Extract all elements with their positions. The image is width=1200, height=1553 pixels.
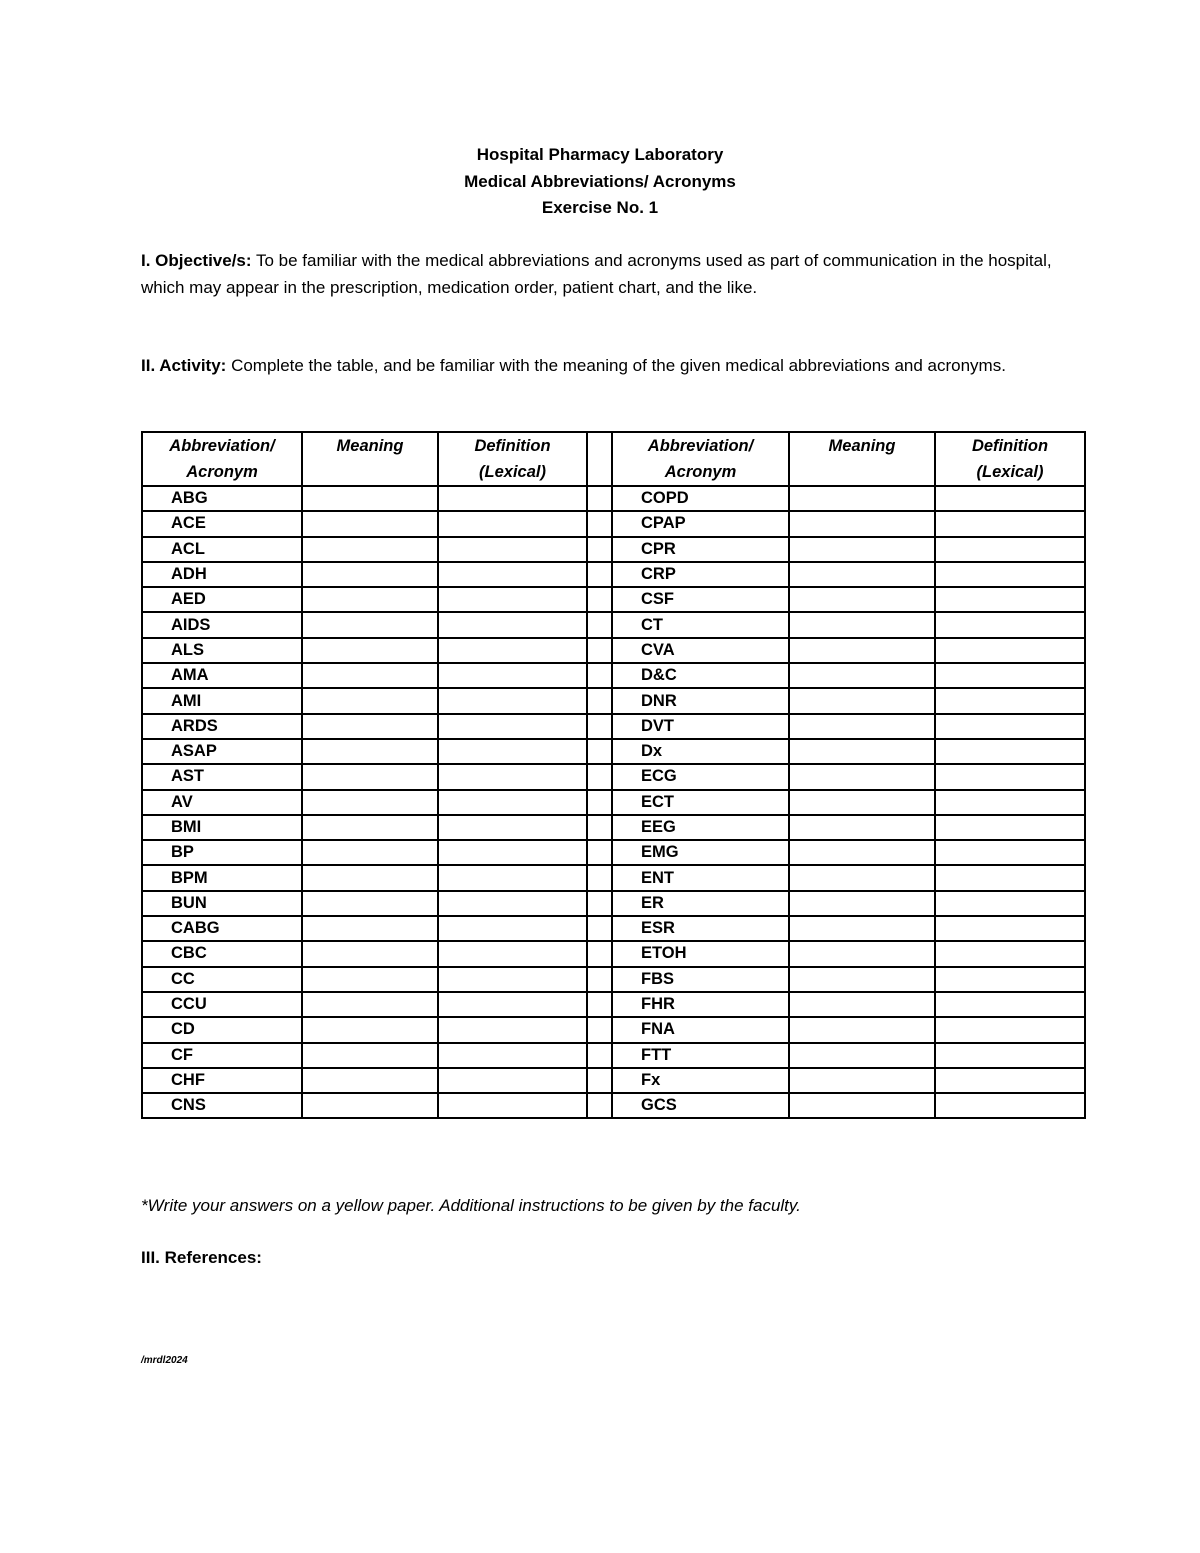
definition-cell-left[interactable] <box>438 739 587 764</box>
abbreviations-table <box>141 431 1086 1119</box>
activity-text: Complete the table, and be familiar with the meaning of the given medical abbreviations and acronyms. <box>226 356 1006 375</box>
table-spacer-cell <box>587 612 612 637</box>
abbreviation-cell-right: ER <box>612 891 789 916</box>
header-meaning-left: Meaning <box>302 432 438 486</box>
table-row <box>142 638 1085 663</box>
table-row <box>142 916 1085 941</box>
table-spacer-cell <box>587 865 612 890</box>
table-row <box>142 815 1085 840</box>
abbreviation-cell-left: CCU <box>142 992 302 1017</box>
abbreviation-cell-left: CHF <box>142 1068 302 1093</box>
abbreviation-cell-left: CNS <box>142 1093 302 1118</box>
abbreviation-cell-left: CBC <box>142 941 302 966</box>
table-spacer-cell <box>587 992 612 1017</box>
definition-cell-right[interactable] <box>935 1093 1085 1118</box>
abbreviation-cell-right: D&C <box>612 663 789 688</box>
abbreviation-cell-left: BPM <box>142 865 302 890</box>
meaning-cell-left[interactable] <box>302 790 438 815</box>
document-heading <box>0 142 1200 222</box>
definition-cell-left[interactable] <box>438 587 587 612</box>
meaning-cell-right[interactable] <box>789 537 935 562</box>
abbreviation-cell-left: ABG <box>142 486 302 511</box>
heading-title: Hospital Pharmacy Laboratory <box>476 145 724 164</box>
meaning-cell-left[interactable] <box>302 764 438 789</box>
header-meaning-right: Meaning <box>789 432 935 486</box>
references-heading: III. References: <box>141 1248 262 1267</box>
table-spacer-cell <box>587 916 612 941</box>
meaning-cell-left[interactable] <box>302 511 438 536</box>
abbreviation-cell-right: COPD <box>612 486 789 511</box>
meaning-cell-right[interactable] <box>789 992 935 1017</box>
definition-cell-right[interactable] <box>935 1068 1085 1093</box>
meaning-cell-right[interactable] <box>789 1068 935 1093</box>
definition-cell-right[interactable] <box>935 1017 1085 1042</box>
table-header-row <box>142 432 1085 486</box>
abbreviation-cell-right: FTT <box>612 1043 789 1068</box>
header-abbreviation-right: Abbreviation/ Acronym <box>612 432 789 486</box>
meaning-cell-right[interactable] <box>789 688 935 713</box>
abbreviation-cell-left: CF <box>142 1043 302 1068</box>
definition-cell-right[interactable] <box>935 967 1085 992</box>
definition-cell-left[interactable] <box>438 891 587 916</box>
abbreviation-cell-right: FBS <box>612 967 789 992</box>
abbreviation-cell-left: ARDS <box>142 714 302 739</box>
abbreviation-cell-left: AIDS <box>142 612 302 637</box>
meaning-cell-right[interactable] <box>789 815 935 840</box>
meaning-cell-right[interactable] <box>789 511 935 536</box>
abbreviation-cell-left: AMI <box>142 688 302 713</box>
abbreviation-cell-left: ACE <box>142 511 302 536</box>
abbreviation-cell-right: FNA <box>612 1017 789 1042</box>
definition-cell-right[interactable] <box>935 612 1085 637</box>
header-abbreviation-left: Abbreviation/ Acronym <box>142 432 302 486</box>
header-definition-right: Definition (Lexical) <box>935 432 1085 486</box>
definition-cell-left[interactable] <box>438 865 587 890</box>
meaning-cell-left[interactable] <box>302 865 438 890</box>
definition-cell-right[interactable] <box>935 587 1085 612</box>
definition-cell-left[interactable] <box>438 916 587 941</box>
definition-cell-right[interactable] <box>935 688 1085 713</box>
table-row <box>142 714 1085 739</box>
meaning-cell-right[interactable] <box>789 1017 935 1042</box>
abbreviation-cell-right: CPR <box>612 537 789 562</box>
meaning-cell-left[interactable] <box>302 537 438 562</box>
table-row <box>142 1043 1085 1068</box>
abbreviation-cell-left: ADH <box>142 562 302 587</box>
definition-cell-left[interactable] <box>438 511 587 536</box>
definition-cell-right[interactable] <box>935 663 1085 688</box>
definition-cell-left[interactable] <box>438 992 587 1017</box>
definition-cell-right[interactable] <box>935 815 1085 840</box>
definition-cell-right[interactable] <box>935 537 1085 562</box>
meaning-cell-right[interactable] <box>789 891 935 916</box>
abbreviation-cell-right: CT <box>612 612 789 637</box>
definition-cell-left[interactable] <box>438 840 587 865</box>
table-row <box>142 764 1085 789</box>
meaning-cell-left[interactable] <box>302 967 438 992</box>
abbreviation-cell-left: CC <box>142 967 302 992</box>
abbreviation-cell-left: AST <box>142 764 302 789</box>
table-row <box>142 941 1085 966</box>
table-spacer-cell <box>587 790 612 815</box>
table-spacer-cell <box>587 840 612 865</box>
meaning-cell-left[interactable] <box>302 486 438 511</box>
meaning-cell-right[interactable] <box>789 612 935 637</box>
meaning-cell-right[interactable] <box>789 840 935 865</box>
abbreviation-cell-left: ACL <box>142 537 302 562</box>
definition-cell-right[interactable] <box>935 1043 1085 1068</box>
meaning-cell-left[interactable] <box>302 562 438 587</box>
abbreviation-cell-left: AV <box>142 790 302 815</box>
table-spacer-cell <box>587 587 612 612</box>
abbreviation-cell-right: ECT <box>612 790 789 815</box>
meaning-cell-right[interactable] <box>789 865 935 890</box>
definition-cell-right[interactable] <box>935 840 1085 865</box>
abbreviation-cell-right: DNR <box>612 688 789 713</box>
definition-cell-left[interactable] <box>438 967 587 992</box>
abbreviation-cell-left: AMA <box>142 663 302 688</box>
meaning-cell-right[interactable] <box>789 1043 935 1068</box>
abbreviation-cell-left: BP <box>142 840 302 865</box>
definition-cell-right[interactable] <box>935 992 1085 1017</box>
table-row <box>142 790 1085 815</box>
table-spacer-cell <box>587 638 612 663</box>
definition-cell-left[interactable] <box>438 1068 587 1093</box>
objective-label: I. Objective/s: <box>141 251 252 270</box>
table-body <box>142 486 1085 1118</box>
abbreviation-cell-right: CVA <box>612 638 789 663</box>
meaning-cell-left[interactable] <box>302 1043 438 1068</box>
table-spacer-cell <box>587 714 612 739</box>
meaning-cell-left[interactable] <box>302 941 438 966</box>
definition-cell-left[interactable] <box>438 815 587 840</box>
table-spacer-cell <box>587 1017 612 1042</box>
table-row <box>142 1068 1085 1093</box>
definition-cell-left[interactable] <box>438 790 587 815</box>
definition-cell-left[interactable] <box>438 941 587 966</box>
header-definition-left: Definition (Lexical) <box>438 432 587 486</box>
abbreviation-cell-right: ECG <box>612 764 789 789</box>
definition-cell-right[interactable] <box>935 891 1085 916</box>
table-spacer-cell <box>587 486 612 511</box>
table-row <box>142 537 1085 562</box>
meaning-cell-left[interactable] <box>302 1017 438 1042</box>
meaning-cell-left[interactable] <box>302 891 438 916</box>
meaning-cell-left[interactable] <box>302 714 438 739</box>
table-spacer-cell <box>587 511 612 536</box>
table-row <box>142 739 1085 764</box>
heading-exercise-number: Exercise No. 1 <box>541 198 659 217</box>
table-row <box>142 612 1085 637</box>
definition-cell-right[interactable] <box>935 562 1085 587</box>
table-row <box>142 1017 1085 1042</box>
abbreviation-cell-right: ETOH <box>612 941 789 966</box>
abbreviation-cell-left: BUN <box>142 891 302 916</box>
table-row <box>142 891 1085 916</box>
table-row <box>142 663 1085 688</box>
abbreviation-cell-left: ASAP <box>142 739 302 764</box>
objective-section <box>141 247 1071 301</box>
meaning-cell-right[interactable] <box>789 562 935 587</box>
definition-cell-right[interactable] <box>935 764 1085 789</box>
meaning-cell-left[interactable] <box>302 1093 438 1118</box>
definition-cell-left[interactable] <box>438 714 587 739</box>
abbreviation-cell-right: GCS <box>612 1093 789 1118</box>
instruction-note: *Write your answers on a yellow paper. Additional instructions to be given by the faculty. <box>141 1196 801 1215</box>
abbreviation-cell-right: Dx <box>612 739 789 764</box>
table-row <box>142 967 1085 992</box>
table-spacer-cell <box>587 688 612 713</box>
meaning-cell-left[interactable] <box>302 663 438 688</box>
definition-cell-left[interactable] <box>438 612 587 637</box>
table-row <box>142 562 1085 587</box>
footer-mark: /mrdl2024 <box>141 1355 188 1366</box>
table-row <box>142 511 1085 536</box>
abbreviation-cell-left: CD <box>142 1017 302 1042</box>
table-spacer-cell <box>587 967 612 992</box>
activity-section <box>141 352 1071 379</box>
meaning-cell-right[interactable] <box>789 790 935 815</box>
meaning-cell-right[interactable] <box>789 764 935 789</box>
definition-cell-left[interactable] <box>438 764 587 789</box>
meaning-cell-left[interactable] <box>302 638 438 663</box>
table-spacer-cell <box>587 1043 612 1068</box>
meaning-cell-right[interactable] <box>789 714 935 739</box>
meaning-cell-right[interactable] <box>789 739 935 764</box>
meaning-cell-right[interactable] <box>789 967 935 992</box>
table-spacer-cell <box>587 537 612 562</box>
definition-cell-left[interactable] <box>438 1093 587 1118</box>
definition-cell-left[interactable] <box>438 1043 587 1068</box>
table-row <box>142 840 1085 865</box>
meaning-cell-right[interactable] <box>789 663 935 688</box>
abbreviation-cell-left: BMI <box>142 815 302 840</box>
abbreviation-cell-right: EEG <box>612 815 789 840</box>
definition-cell-left[interactable] <box>438 663 587 688</box>
meaning-cell-left[interactable] <box>302 739 438 764</box>
heading-subtitle: Medical Abbreviations/ Acronyms <box>464 171 736 191</box>
table-row <box>142 688 1085 713</box>
definition-cell-left[interactable] <box>438 1017 587 1042</box>
table-row <box>142 865 1085 890</box>
abbreviation-cell-right: ENT <box>612 865 789 890</box>
abbreviation-cell-left: CABG <box>142 916 302 941</box>
meaning-cell-left[interactable] <box>302 916 438 941</box>
definition-cell-left[interactable] <box>438 688 587 713</box>
abbreviation-cell-right: Fx <box>612 1068 789 1093</box>
definition-cell-left[interactable] <box>438 486 587 511</box>
table-spacer-cell <box>587 1068 612 1093</box>
table-spacer-cell <box>587 815 612 840</box>
meaning-cell-left[interactable] <box>302 612 438 637</box>
definition-cell-left[interactable] <box>438 562 587 587</box>
table-spacer-cell <box>587 764 612 789</box>
definition-cell-right[interactable] <box>935 739 1085 764</box>
meaning-cell-left[interactable] <box>302 992 438 1017</box>
objective-text: To be familiar with the medical abbreviations and acronyms used as part of communication in the hospital, which may appear in the prescription, medication order, patient chart, and the like. <box>141 251 1052 297</box>
abbreviation-cell-right: CSF <box>612 587 789 612</box>
meaning-cell-left[interactable] <box>302 688 438 713</box>
abbreviation-cell-right: CPAP <box>612 511 789 536</box>
meaning-cell-left[interactable] <box>302 587 438 612</box>
abbreviation-cell-left: ALS <box>142 638 302 663</box>
table-row <box>142 587 1085 612</box>
meaning-cell-right[interactable] <box>789 941 935 966</box>
definition-cell-left[interactable] <box>438 638 587 663</box>
abbreviation-cell-right: ESR <box>612 916 789 941</box>
table-row <box>142 1093 1085 1118</box>
definition-cell-right[interactable] <box>935 865 1085 890</box>
table-spacer-cell <box>587 1093 612 1118</box>
meaning-cell-left[interactable] <box>302 815 438 840</box>
meaning-cell-left[interactable] <box>302 1068 438 1093</box>
abbreviation-cell-right: FHR <box>612 992 789 1017</box>
meaning-cell-left[interactable] <box>302 840 438 865</box>
definition-cell-right[interactable] <box>935 714 1085 739</box>
definition-cell-right[interactable] <box>935 941 1085 966</box>
table-spacer-cell <box>587 941 612 966</box>
table-spacer-cell <box>587 891 612 916</box>
definition-cell-right[interactable] <box>935 511 1085 536</box>
meaning-cell-right[interactable] <box>789 638 935 663</box>
table-spacer-cell <box>587 663 612 688</box>
definition-cell-right[interactable] <box>935 790 1085 815</box>
table-spacer-cell <box>587 562 612 587</box>
meaning-cell-right[interactable] <box>789 1093 935 1118</box>
table-spacer-column <box>587 432 612 486</box>
definition-cell-right[interactable] <box>935 638 1085 663</box>
definition-cell-left[interactable] <box>438 537 587 562</box>
table-row <box>142 486 1085 511</box>
table-row <box>142 992 1085 1017</box>
meaning-cell-right[interactable] <box>789 916 935 941</box>
meaning-cell-right[interactable] <box>789 587 935 612</box>
table-spacer-cell <box>587 739 612 764</box>
definition-cell-right[interactable] <box>935 916 1085 941</box>
abbreviation-cell-right: EMG <box>612 840 789 865</box>
abbreviation-cell-left: AED <box>142 587 302 612</box>
abbreviation-cell-right: CRP <box>612 562 789 587</box>
definition-cell-right[interactable] <box>935 486 1085 511</box>
abbreviation-cell-right: DVT <box>612 714 789 739</box>
activity-label: II. Activity: <box>141 356 227 375</box>
meaning-cell-right[interactable] <box>789 486 935 511</box>
